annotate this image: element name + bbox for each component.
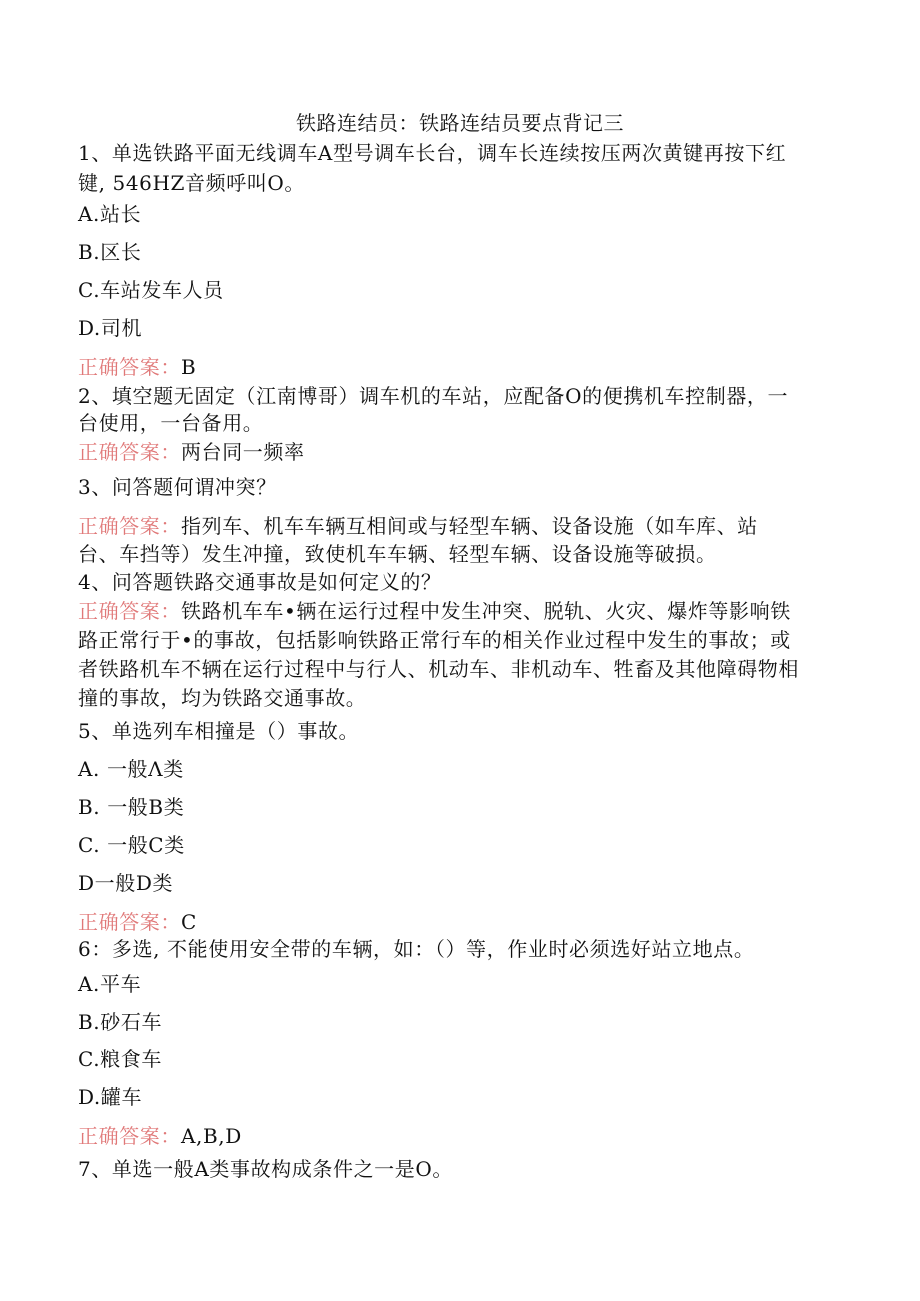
question-5-line-1: 5、单选列车相撞是（）事故。 <box>78 719 360 743</box>
answer-label: 正确答案： <box>78 514 181 538</box>
question-6-option-b: B.砂石车 <box>78 1010 163 1034</box>
question-2-answer <box>78 437 838 467</box>
question-6-answer <box>78 1121 838 1151</box>
question-2-line-2: 台使用，一台备用。 <box>78 411 264 435</box>
answer-text: 铁路机车车•辆在运行过程中发生冲突、脱轨、火灾、爆炸等影响铁 <box>181 599 791 623</box>
question-1-option-b: B.区长 <box>78 240 142 264</box>
question-5-option-c: C. 一般C类 <box>78 833 185 857</box>
question-7-line-1: 7、单选一般A类事故构成条件之一是O。 <box>78 1157 453 1181</box>
answer-value: B <box>181 355 197 379</box>
question-5-answer <box>78 907 838 937</box>
question-5-option-d: D一般D类 <box>78 871 174 895</box>
question-4-answer-line-4: 撞的事故，均为铁路交通事故。 <box>78 686 367 710</box>
question-1-line-1: 1、单选铁路平面无线调车A型号调车长台，调车长连续按压两次黄键再按下红 <box>78 141 787 165</box>
answer-text: 指列车、机车车辆互相间或与轻型车辆、设备设施（如车库、站 <box>181 514 758 538</box>
answer-value: A,B,D <box>181 1124 242 1148</box>
question-1-option-a: A.站长 <box>78 202 142 226</box>
question-3-answer-line-2: 台、车挡等）发生冲撞，致使机车车辆、轻型车辆、设备设施等破损。 <box>78 542 717 566</box>
question-4-answer-line-1 <box>78 596 838 626</box>
question-6-option-a: A.平车 <box>78 972 142 996</box>
question-2-line-1: 2、填空题无固定（江南博哥）调车机的车站，应配备O的便携机车控制器，一 <box>78 384 789 408</box>
question-5-option-a: A. 一般Λ类 <box>78 757 184 781</box>
answer-label: 正确答案： <box>78 599 181 623</box>
question-5-option-b: B. 一般B类 <box>78 795 185 819</box>
question-6-option-c: C.粮食车 <box>78 1047 162 1071</box>
document-title: 铁路连结员：铁路连结员要点背记三 <box>296 111 624 135</box>
answer-label: 正确答案： <box>78 910 181 934</box>
question-1-option-d: D.司机 <box>78 316 143 340</box>
answer-label: 正确答案： <box>78 355 181 379</box>
question-1-option-c: C.车站发车人员 <box>78 278 224 302</box>
question-1-answer <box>78 352 838 382</box>
question-6-option-d: D.罐车 <box>78 1085 143 1109</box>
question-3-answer-line-1 <box>78 511 838 541</box>
question-3-line-1: 3、问答题何谓冲突？ <box>78 475 277 499</box>
question-1-line-2: 键, 546HZ音频呼叫O。 <box>78 171 306 195</box>
answer-label: 正确答案： <box>78 1124 181 1148</box>
question-6-line-1: 6：多选, 不能使用安全带的车辆，如：（）等，作业时必须选好站立地点。 <box>78 937 755 961</box>
question-4-line-1: 4、问答题铁路交通事故是如何定义的？ <box>78 570 442 594</box>
answer-value: 两台同一频率 <box>181 440 305 464</box>
answer-label: 正确答案： <box>78 440 181 464</box>
question-4-answer-line-2: 路正常行于•的事故，包括影响铁路正常行车的相关作业过程中发生的事故；或 <box>78 628 791 652</box>
question-4-answer-line-3: 者铁路机车不辆在运行过程中与行人、机动车、非机动车、牲畜及其他障碍物相 <box>78 657 799 681</box>
answer-value: C <box>181 910 197 934</box>
